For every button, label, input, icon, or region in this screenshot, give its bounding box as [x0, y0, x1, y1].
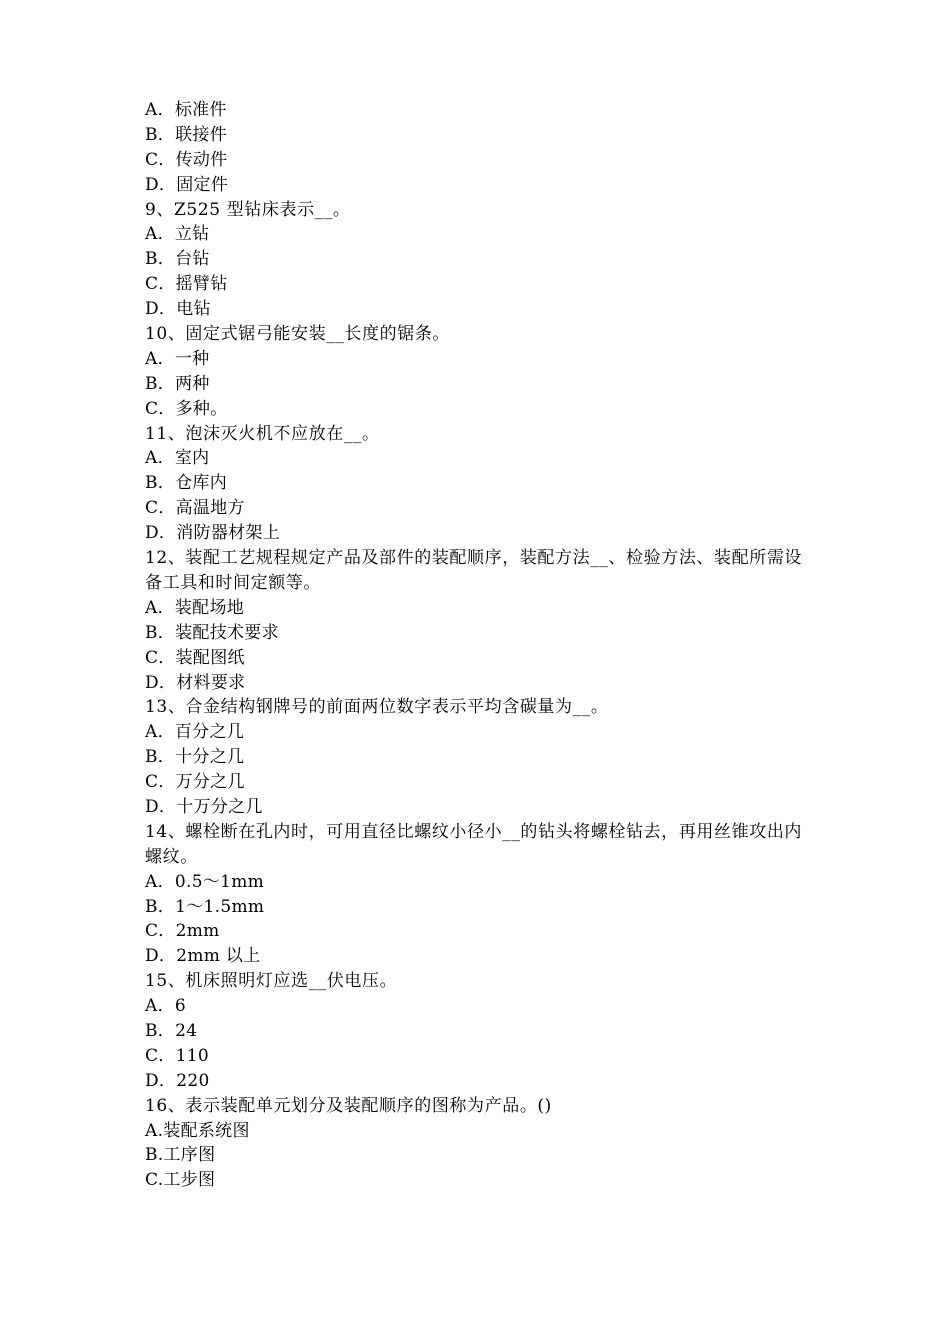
option-line: A.装配系统图: [145, 1120, 250, 1141]
question-10: 10、固定式锯弓能安装__长度的锯条。: [145, 324, 451, 345]
option-line: A．0.5～1mm: [145, 871, 265, 892]
option-line: D．消防器材架上: [145, 523, 281, 544]
option-line: C.工步图: [145, 1170, 216, 1191]
question-12: 12、装配工艺规程规定产品及部件的装配顺序，装配方法__、检验方法、装配所需设备工具和时间定额等。: [145, 548, 803, 593]
option-line: C．摇臂钻: [145, 274, 228, 295]
option-line: B．两种: [145, 373, 210, 394]
option-line: D．固定件: [145, 174, 229, 195]
option-line: B．十分之几: [145, 747, 245, 768]
option-line: A．装配场地: [145, 597, 245, 618]
question-11: 11、泡沫灭火机不应放在__。: [145, 423, 380, 444]
option-line: C．高温地方: [145, 498, 245, 519]
option-line: B．台钻: [145, 249, 210, 270]
option-line: A．百分之几: [145, 722, 245, 743]
question-15: 15、机床照明灯应选__伏电压。: [145, 971, 398, 992]
option-line: A．立钻: [145, 224, 210, 245]
option-line: B．1～1.5mm: [145, 896, 265, 917]
option-line: C．万分之几: [145, 772, 245, 793]
option-line: C．110: [145, 1045, 209, 1066]
question-list: [145, 98, 815, 1193]
option-line: D．十万分之几: [145, 796, 263, 817]
option-line: A．6: [145, 996, 186, 1017]
option-line: D．220: [145, 1070, 210, 1091]
option-line: A．标准件: [145, 100, 227, 120]
option-line: B．仓库内: [145, 473, 227, 494]
option-line: B.工序图: [145, 1145, 216, 1166]
question-14: 14、螺栓断在孔内时，可用直径比螺纹小径小__的钻头将螺栓钻去，再用丝锥攻出内螺纹。: [145, 821, 803, 867]
option-line: C．装配图纸: [145, 647, 245, 668]
question-16: 16、表示装配单元划分及装配顺序的图称为产品。(): [145, 1095, 552, 1116]
option-line: C．多种。: [145, 398, 228, 419]
option-line: D．电钻: [145, 299, 211, 320]
option-line: B．装配技术要求: [145, 622, 279, 643]
option-line: C．传动件: [145, 149, 228, 170]
option-line: D．材料要求: [145, 672, 246, 693]
option-line: C．2mm: [145, 921, 220, 942]
question-13: 13、合金结构钢牌号的前面两位数字表示平均含碳量为__。: [145, 697, 609, 718]
question-9: 9、Z525 型钻床表示__。: [145, 199, 351, 220]
option-line: A．一种: [145, 348, 210, 369]
option-line: D．2mm 以上: [145, 946, 261, 967]
option-line: B．联接件: [145, 124, 227, 145]
option-line: A．室内: [145, 448, 210, 469]
option-line: B．24: [145, 1021, 198, 1042]
